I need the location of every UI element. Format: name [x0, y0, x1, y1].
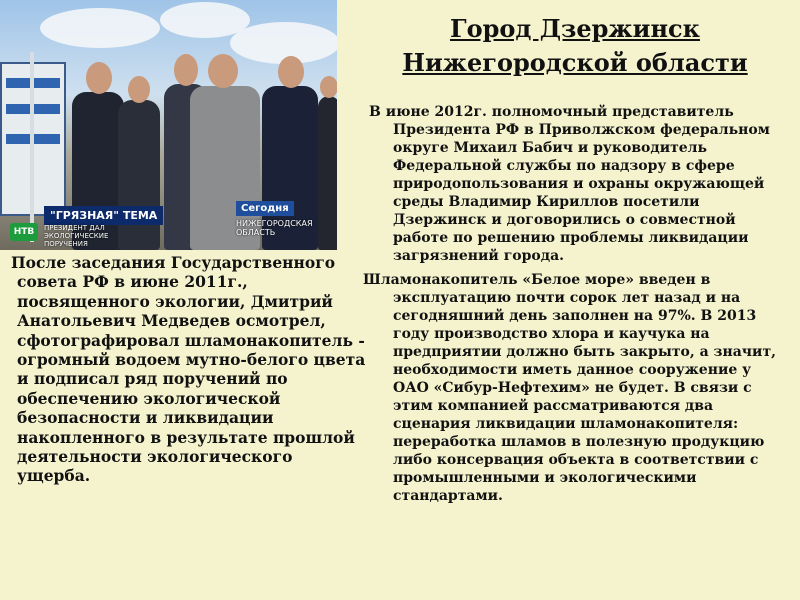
person-head [208, 54, 238, 88]
news-photo [0, 0, 337, 250]
today-label: Сегодня [236, 201, 294, 216]
title-line-2: Нижегородской области [402, 48, 748, 77]
right-paragraph-2: Шламонакопитель «Белое море» введен в эксплуатацию почти сорок лет назад и на сегодняшний день заполнен на 97%. В 2013 году производство хлора и каучука на предприятии должно быть закрыто, а значит, необходимости иметь данное сооружение у ОАО «Сибур-Нефтехим» не будет. В связи с этим компанией рассматриваются два сценария ликвидации шламонакопителя: переработка шламов в полезную продукцию либо консервация объекта в соответствии с промышленными и экологическими стандартами. [363, 272, 776, 504]
person-head [278, 56, 304, 88]
person-head [320, 76, 337, 98]
news-tag: "ГРЯЗНАЯ" ТЕМА [44, 206, 163, 225]
right-text-block [363, 103, 781, 511]
left-paragraph: После заседания Государственного совета РФ в июне 2011г., посвященного экологии, Дмитрий Анатольевич Медведев осмотрел, сфотографировал шламонакопитель - огромный водоем мутно-белого цвета и подписал ряд поручений по обеспечению экологической безопасности и ликвидации накопленного в результате прошлой деятельности экологического ущерба. [11, 253, 366, 486]
person-head [86, 62, 112, 94]
person-head [174, 54, 198, 86]
slide-title [370, 12, 780, 80]
pole [30, 52, 34, 242]
news-subtitle: ПРЕЗИДЕНТ ДАЛ ЭКОЛОГИЧЕСКИЕ ПОРУЧЕНИЯ [44, 224, 109, 248]
title-line-1: Город Дзержинск [450, 14, 700, 43]
person-head [128, 76, 150, 103]
right-paragraph-1: В июне 2012г. полномочный представитель Президента РФ в Приволжском федеральном округе Михаил Бабич и руководитель Федеральной службы по надзору в сфере природопользования и охраны окружающей среды Владимир Кириллов посетили Дзержинск и договорились о совместной работе по решению проблемы ликвидации загрязнений города. [369, 104, 770, 264]
region-label: НИЖЕГОРОДСКАЯ ОБЛАСТЬ [236, 219, 313, 237]
channel-logo: НТВ [10, 223, 38, 241]
